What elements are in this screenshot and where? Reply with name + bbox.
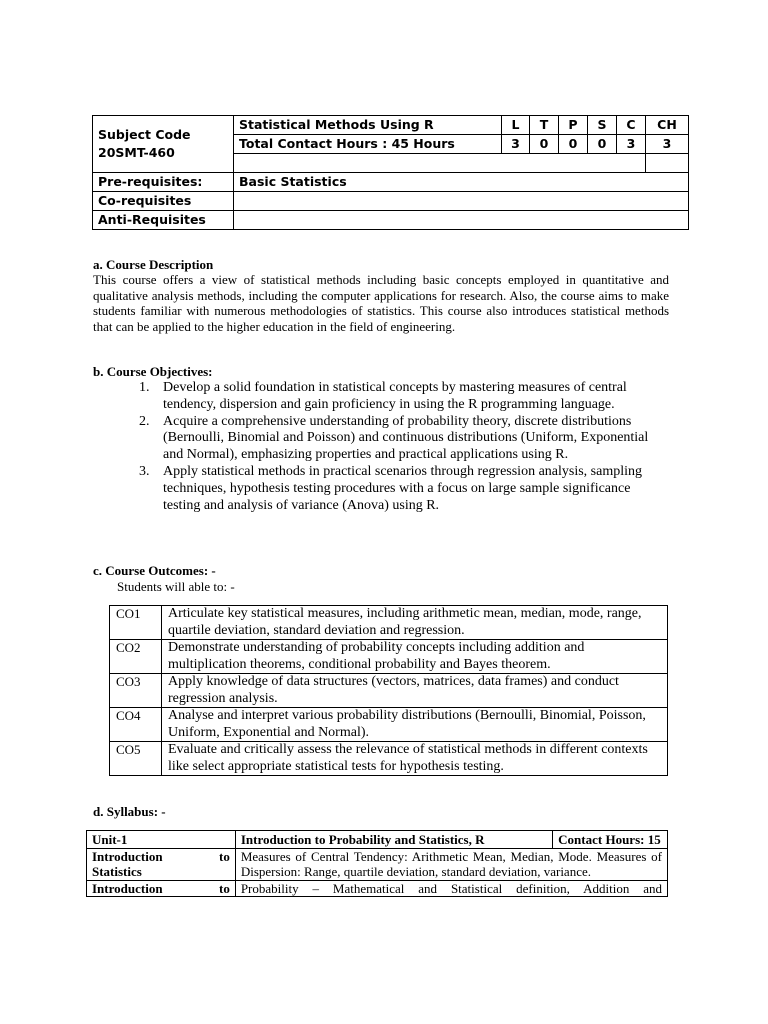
- credit-header-c: C: [617, 116, 646, 135]
- topic-word: to: [218, 880, 230, 896]
- credit-header-ch: CH: [646, 116, 689, 135]
- outcome-code: CO3: [110, 674, 162, 708]
- coreq-label: Co-requisites: [93, 192, 234, 211]
- credit-value-l: 3: [502, 135, 530, 154]
- objectives-list: [139, 380, 669, 514]
- objective-number: 1.: [139, 380, 150, 395]
- course-header-table: [92, 115, 689, 230]
- topic-word: Introduction: [92, 880, 163, 896]
- coreq-value: [234, 192, 689, 211]
- credit-value-s: 0: [588, 135, 617, 154]
- topic-word: to: [218, 848, 230, 864]
- credit-header-p: P: [559, 116, 588, 135]
- unit-title: Introduction to Probability and Statistics, R: [235, 831, 552, 849]
- credit-header-s: S: [588, 116, 617, 135]
- objective-item: [139, 414, 669, 464]
- prereq-value: Basic Statistics: [234, 173, 689, 192]
- topic-word: Statistics: [92, 864, 142, 879]
- credit-value-c: 3: [617, 135, 646, 154]
- unit-contact-hours: Contact Hours: 15: [553, 831, 668, 849]
- objective-number: 3.: [139, 463, 150, 479]
- objective-text: Apply statistical methods in practical scenarios through regression analysis, sampling techniques, hypothesis testing procedures with a focus on large sample significance testing and analysis of variance (Anova) using R.: [163, 463, 643, 513]
- course-description-heading: a. Course Description: [93, 257, 214, 272]
- credit-header-l: L: [502, 116, 530, 135]
- antireq-value: [234, 211, 689, 230]
- table-row: [110, 708, 668, 742]
- credit-header-t: T: [530, 116, 559, 135]
- syllabus-content: Probability – Mathematical and Statistical definition, Addition and: [235, 880, 667, 897]
- syllabus-topic: [87, 880, 236, 897]
- syllabus-topic: [87, 848, 236, 880]
- table-row: [87, 880, 668, 897]
- outcome-code: CO4: [110, 708, 162, 742]
- blank-cell: [646, 154, 689, 173]
- prereq-label: Pre-requisites:: [93, 173, 234, 192]
- outcomes-table: [109, 605, 668, 776]
- syllabus-heading: d. Syllabus: -: [93, 804, 166, 819]
- subject-code-cell: [93, 116, 234, 173]
- outcome-code: CO2: [110, 640, 162, 674]
- subject-code: 20SMT-460: [98, 145, 175, 160]
- table-row: [87, 831, 668, 849]
- outcome-text: Apply knowledge of data structures (vectors, matrices, data frames) and conduct regression analysis.: [162, 674, 668, 708]
- outcome-code: CO5: [110, 742, 162, 776]
- table-row: [87, 848, 668, 880]
- topic-word: Introduction: [92, 848, 163, 864]
- objective-item: [139, 464, 669, 514]
- credit-value-p: 0: [559, 135, 588, 154]
- objective-number: 2.: [139, 413, 150, 429]
- credit-value-t: 0: [530, 135, 559, 154]
- outcome-text: Evaluate and critically assess the relevance of statistical methods in different contexts like select appropriate statistical tests for hypothesis testing.: [162, 742, 668, 776]
- syllabus-table: [86, 830, 668, 897]
- objective-text: Acquire a comprehensive understanding of probability theory, discrete distributions (Bernoulli, Binomial and Poisson) and continuous distributions (Uniform, Exponential and Normal), emphasizing properties and practical applications using R.: [163, 413, 649, 463]
- table-row: [110, 742, 668, 776]
- credit-value-ch: 3: [646, 135, 689, 154]
- outcome-text: Articulate key statistical measures, including arithmetic mean, median, mode, range, quartile deviation, standard deviation and regression.: [162, 606, 668, 640]
- blank-cell: [234, 154, 646, 173]
- course-description-text: This course offers a view of statistical methods including basic concepts employed in quantitative and qualitative analysis methods, including the computer applications for research. Also, the course aims to make students familiar with numerous methodologies of statistics. This course also introduces statistical methods that can be applied to the higher education in the field of engineering.: [93, 272, 669, 334]
- course-title: Statistical Methods Using R: [234, 116, 502, 135]
- outcome-text: Demonstrate understanding of probability concepts including addition and multiplication theorems, conditional probability and Bayes theorem.: [162, 640, 668, 674]
- syllabus-content: Measures of Central Tendency: Arithmetic Mean, Median, Mode. Measures of Dispersion: Range, quartile deviation, standard deviation, variance.: [235, 848, 667, 880]
- outcome-text: Analyse and interpret various probability distributions (Bernoulli, Binomial, Poisson, Uniform, Exponential and Normal).: [162, 708, 668, 742]
- outcome-code: CO1: [110, 606, 162, 640]
- course-outcomes-heading: c. Course Outcomes: -: [93, 563, 216, 578]
- objective-item: [139, 380, 669, 414]
- table-row: [110, 640, 668, 674]
- unit-label: Unit-1: [87, 831, 236, 849]
- antireq-label: Anti-Requisites: [93, 211, 234, 230]
- objective-text: Develop a solid foundation in statistical concepts by mastering measures of central tendency, dispersion and gain proficiency in using the R programming language.: [163, 380, 627, 412]
- table-row: [110, 674, 668, 708]
- total-contact-hours: Total Contact Hours : 45 Hours: [234, 135, 502, 154]
- subject-code-label: Subject Code: [98, 127, 191, 142]
- course-outcomes-subheading: Students will able to: -: [117, 579, 235, 594]
- course-objectives-heading: b. Course Objectives:: [93, 364, 213, 379]
- table-row: [110, 606, 668, 640]
